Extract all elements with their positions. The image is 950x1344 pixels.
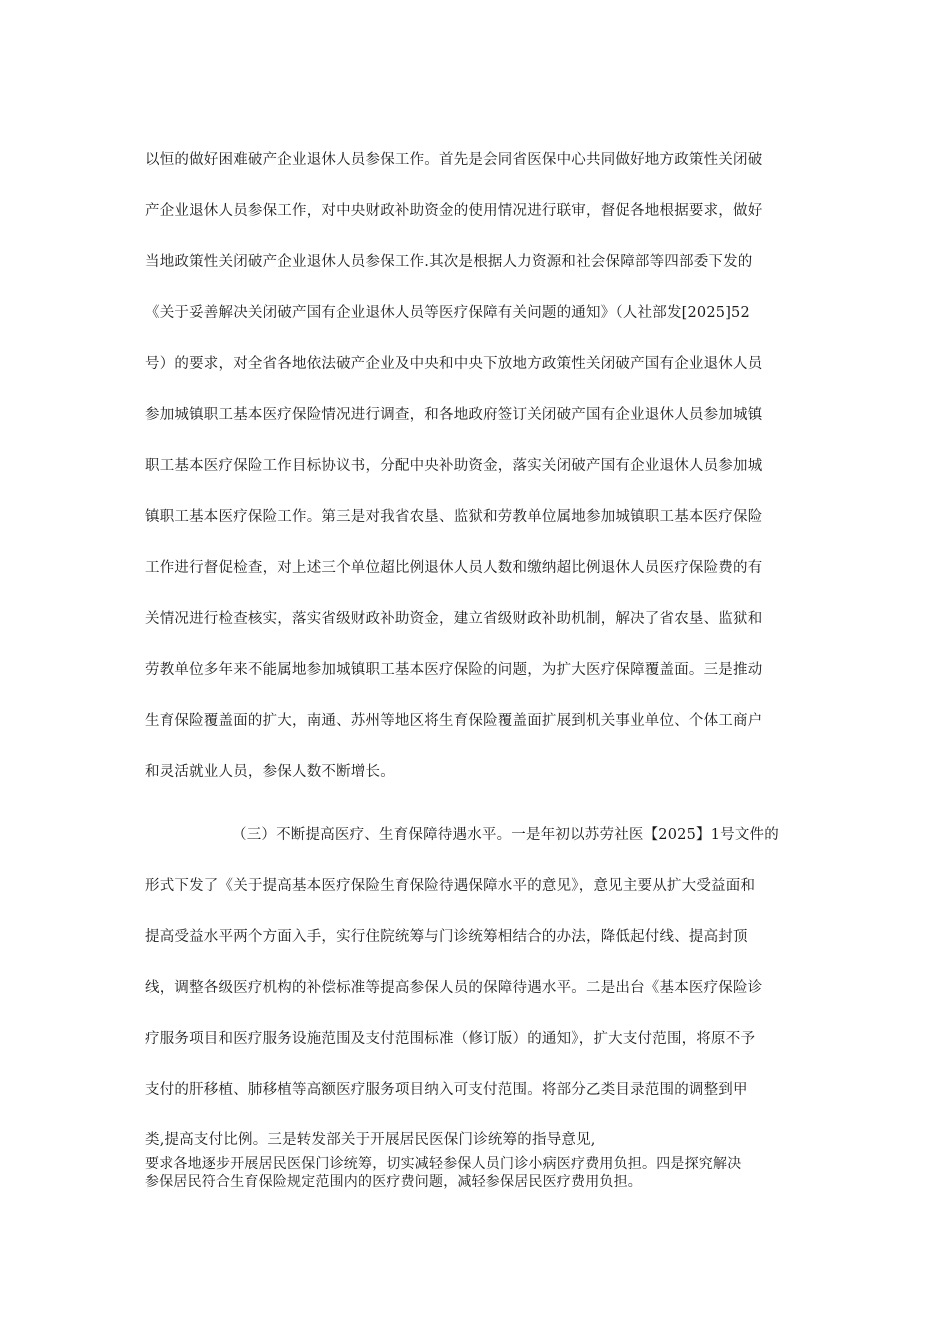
paragraph-2-line: 疗服务项目和医疗服务设施范围及支付范围标准（修订版）的通知》，扩大支付范围，将原不予: [145, 1031, 756, 1047]
paragraph-1-line: 生育保险覆盖面的扩大，南通、苏州等地区将生育保险覆盖面扩展到机关事业单位、个体工商户: [145, 713, 763, 729]
paragraph-2-line: 形式下发了《关于提高基本医疗保险生育保险待遇保障水平的意见》，意见主要从扩大受益面和: [145, 878, 756, 894]
paragraph-2-line: 提高受益水平两个方面入手，实行住院统筹与门诊统筹相结合的办法，降低起付线、提高封顶: [145, 929, 748, 945]
paragraph-2-line: 支付的肝移植、肺移植等高额医疗服务项目纳入可支付范围。将部分乙类目录范围的调整到甲: [145, 1082, 748, 1098]
paragraph-2-line: 类,提高支付比例。三是转发部关于开展居民医保门诊统筹的指导意见,: [145, 1132, 596, 1148]
paragraph-1-line: 参加城镇职工基本医疗保险情况进行调查，和各地政府签订关闭破产国有企业退休人员参加城镇: [145, 407, 763, 423]
paragraph-1-line: 产企业退休人员参保工作，对中央财政补助资金的使用情况进行联审，督促各地根据要求，做好: [145, 203, 763, 219]
paragraph-3-line: 要求各地逐步开展居民医保门诊统筹，切实减轻参保人员门诊小病医疗费用负担。四是探究解决: [145, 1156, 742, 1172]
paragraph-2-line: （三）不断提高医疗、生育保障待遇水平。一是年初以苏劳社医【2025】1号文件的: [232, 827, 779, 843]
paragraph-2-line: 线，调整各级医疗机构的补偿标准等提高参保人员的保障待遇水平。二是出台《基本医疗保险诊: [145, 980, 763, 996]
paragraph-1-line: 和灵活就业人员，参保人数不断增长。: [145, 764, 395, 780]
paragraph-1-line: 以恒的做好困难破产企业退休人员参保工作。首先是会同省医保中心共同做好地方政策性关闭破: [145, 152, 763, 168]
paragraph-1-line: 当地政策性关闭破产企业退休人员参保工作.其次是根据人力资源和社会保障部等四部委下发的: [145, 254, 753, 270]
paragraph-1-line: 工作进行督促检查，对上述三个单位超比例退休人员人数和缴纳超比例退休人员医疗保险费的有: [145, 560, 763, 576]
paragraph-1-line: 号）的要求，对全省各地依法破产企业及中央和中央下放地方政策性关闭破产国有企业退休人员: [145, 356, 763, 372]
paragraph-1-line: 《关于妥善解决关闭破产国有企业退休人员等医疗保障有关问题的通知》（人社部发[2025]52: [145, 305, 750, 321]
paragraph-3-line: 参保居民符合生育保险规定范围内的医疗费问题，减轻参保居民医疗费用负担。: [145, 1174, 642, 1190]
paragraph-1-line: 职工基本医疗保险工作目标协议书，分配中央补助资金，落实关闭破产国有企业退休人员参加城: [145, 458, 763, 474]
paragraph-1-line: 镇职工基本医疗保险工作。第三是对我省农垦、监狱和劳教单位属地参加城镇职工基本医疗保险: [145, 509, 763, 525]
paragraph-1-line: 劳教单位多年来不能属地参加城镇职工基本医疗保险的问题，为扩大医疗保障覆盖面。三是推动: [145, 662, 763, 678]
paragraph-1-line: 关情况进行检查核实，落实省级财政补助资金，建立省级财政补助机制，解决了省农垦、监狱和: [145, 611, 763, 627]
